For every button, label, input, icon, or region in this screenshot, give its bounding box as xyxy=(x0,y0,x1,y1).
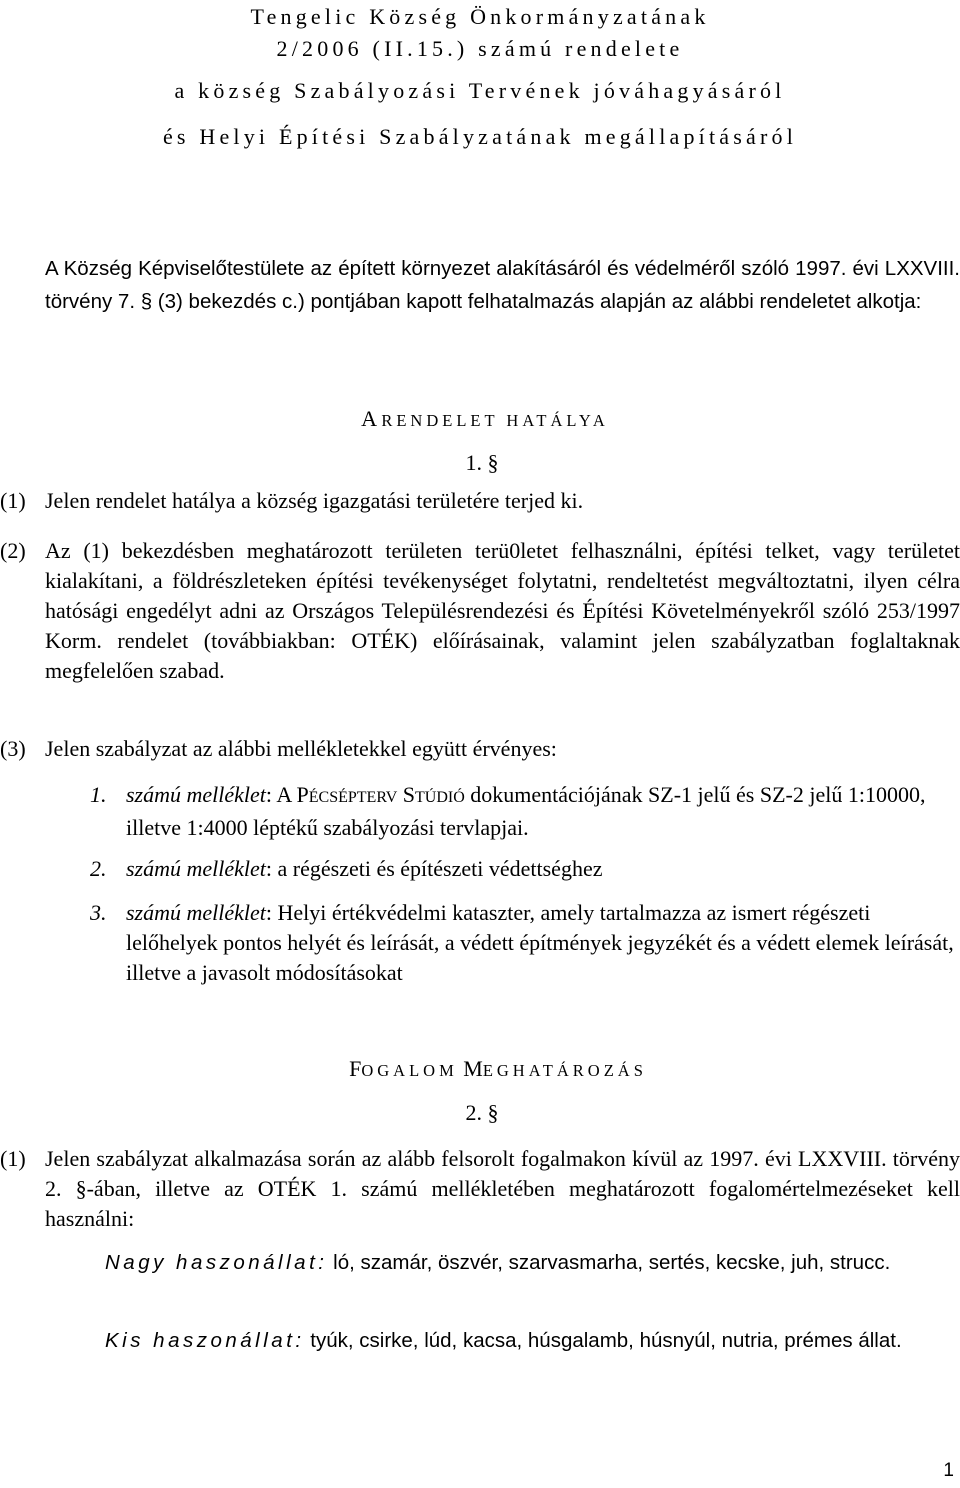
section-2-number: 2. § xyxy=(465,1100,499,1125)
title-line-4: és Helyi Építési Szabályzatának megállapításáról xyxy=(162,124,798,149)
annex-text: számú melléklet: a régészeti és építészeti védettséghez xyxy=(126,856,603,881)
annex-number: 1. xyxy=(90,782,107,807)
annex-number: 2. xyxy=(90,856,107,881)
annex-text: számú melléklet: A PÉCSÉPTERV STÚDIÓ dokumentációjának SZ-1 jelű és SZ-2 jelű 1:10000, illetve 1:4000 léptékű szabályozási tervlapjai. xyxy=(126,782,926,840)
definition-term: Nagy haszonállat: xyxy=(105,1251,328,1274)
paragraph-text: Jelen szabályzat alkalmazása során az alább felsorolt fogalmakon kívül az 1997. évi LXXVIII. törvény 2. §-ában, illetve az OTÉK 1. számú mellékletében meghatározott fogalomértelmezéseket kell használni: xyxy=(45,1146,960,1231)
paragraph-number: (2) xyxy=(0,538,26,563)
paragraph-text: Jelen szabályzat az alábbi mellékletekkel együtt érvényes: xyxy=(45,736,557,761)
annex-label: számú melléklet xyxy=(126,856,266,881)
preamble: A Község Képviselőtestülete az épített környezet alakításáról és védelméről szóló 1997. évi LXXVIII. törvény 7. § (3) bekezdés c.) pontjában kapott felhatalmazás alapján az alábbi rendeletet alkotja: xyxy=(45,257,960,313)
section-1-heading-rest: RENDELET HATÁLYA xyxy=(381,411,609,430)
definition-2 xyxy=(105,1326,935,1356)
title-line-3: a község Szabályozási Tervének jóváhagyásáról xyxy=(174,78,786,103)
paragraph-number: (3) xyxy=(0,736,26,761)
title-line-1: Tengelic Község Önkormányzatának xyxy=(250,4,710,29)
paragraph-number: (1) xyxy=(0,488,26,513)
definition-text: ló, szamár, öszvér, szarvasmarha, sertés, kecske, juh, strucc. xyxy=(327,1251,891,1274)
definition-text: tyúk, csirke, lúd, kacsa, húsgalamb, húsnyúl, nutria, prémes állat. xyxy=(304,1329,902,1352)
annex-label: számú melléklet xyxy=(126,782,266,807)
annex-number: 3. xyxy=(90,900,107,925)
section-1-heading-initial: A xyxy=(361,406,376,431)
definition-term: Kis haszonállat: xyxy=(105,1329,305,1352)
paragraph-text: Jelen rendelet hatálya a község igazgatási területére terjed ki. xyxy=(45,488,584,513)
title-line-2: 2/2006 (II.15.) számú rendelete xyxy=(276,36,684,61)
annex-text: számú melléklet: Helyi értékvédelmi kataszter, amely tartalmazza az ismert régészeti lelőhelyek pontos helyét és leírását, a védett építmények jegyzékét és a védett elemek leírását, illetve a javasolt módosításokat xyxy=(126,900,954,985)
definition-1 xyxy=(105,1248,935,1278)
section-1-number: 1. § xyxy=(465,450,499,475)
annex-label: számú melléklet xyxy=(126,900,266,925)
page-number: 1 xyxy=(943,1460,954,1481)
paragraph-number: (1) xyxy=(0,1146,26,1171)
paragraph-text: Az (1) bekezdésben meghatározott területen terü0letet felhasználni, építési telket, vagy területet kialakítani, a földrészleteken építési tevékenységet folytatni, rendeltetést megváltoztatni, ilyen célra hatósági engedélyt adni az Országos Településrendezési és Építési Követelményekről szóló 253/1997 Korm. rendelet (továbbiakban: OTÉK) előírásainak, valamint jelen szabályzatban foglaltaknak megfelelően szabad. xyxy=(45,538,960,683)
section-2-heading: FOGALOM MEGHATÁROZÁS xyxy=(349,1056,647,1081)
section-1-heading xyxy=(5,404,960,436)
